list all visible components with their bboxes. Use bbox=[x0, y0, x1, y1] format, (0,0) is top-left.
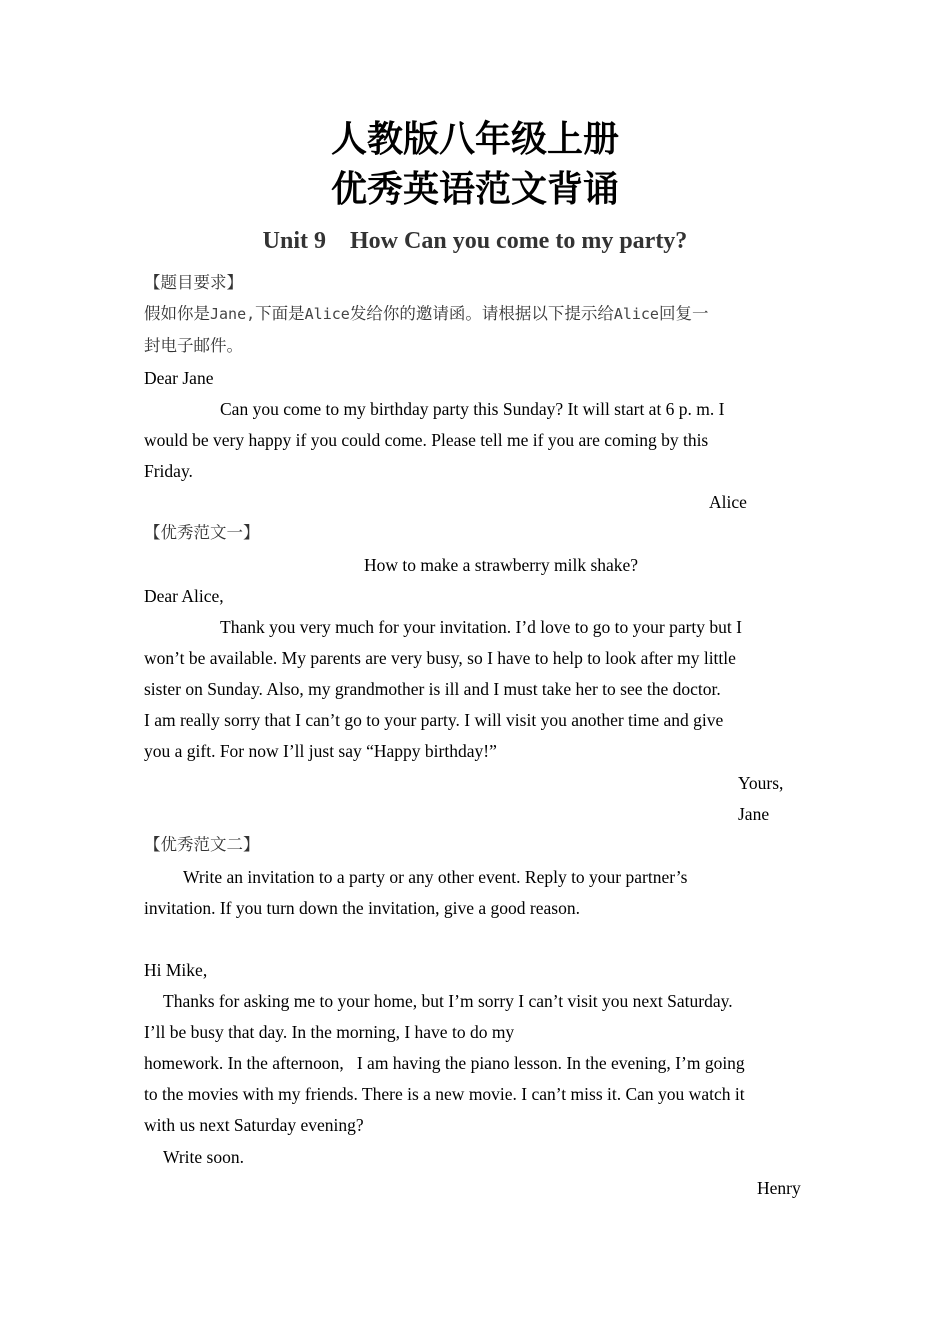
page-title-line1: 人教版八年级上册 bbox=[330, 119, 619, 160]
requirement-prompt bbox=[144, 303, 708, 325]
requirement-heading: 【题目要求】 bbox=[144, 273, 243, 292]
sample2-line1: Thanks for asking me to your home, but I’m sorry I can’t visit you next Saturday. bbox=[163, 991, 733, 1011]
sample2-line6: Write soon. bbox=[163, 1147, 244, 1167]
prompt-name-jane: Jane, bbox=[210, 305, 256, 323]
sample1-closing: Yours, bbox=[738, 773, 784, 793]
sample2-line5: with us next Saturday evening? bbox=[144, 1115, 364, 1135]
prompt-part3: 发给你的邀请函。请根据以下提示给 bbox=[349, 304, 614, 323]
prompt-part2: 下面是 bbox=[255, 304, 305, 323]
sample1-greeting: Dear Alice, bbox=[144, 586, 224, 606]
requirement-prompt-line2: 封电子邮件。 bbox=[144, 336, 243, 355]
sample2-signature: Henry bbox=[757, 1178, 801, 1198]
sample2-greeting: Hi Mike, bbox=[144, 960, 208, 980]
sample1-heading: 【优秀范文一】 bbox=[144, 523, 260, 542]
unit-title: Unit 9 How Can you come to my party? bbox=[262, 228, 688, 254]
sample1-subtitle: How to make a strawberry milk shake? bbox=[364, 555, 639, 575]
sample1-line5: you a gift. For now I’ll just say “Happy birthday!” bbox=[144, 741, 497, 761]
invitation-line1: Can you come to my birthday party this Sunday? It will start at 6 p. m. I bbox=[220, 399, 725, 419]
page-title-line2: 优秀英语范文背诵 bbox=[330, 169, 619, 210]
sample1-line4: I am really sorry that I can’t go to your party. I will visit you another time and give bbox=[144, 710, 724, 730]
sample2-line4: to the movies with my friends. There is a new movie. I can’t miss it. Can you watch it bbox=[144, 1084, 745, 1104]
invitation-greeting: Dear Jane bbox=[144, 368, 214, 388]
sample2-heading: 【优秀范文二】 bbox=[144, 835, 260, 854]
prompt-name-alice-2: Alice bbox=[613, 305, 659, 323]
sample1-line3: sister on Sunday. Also, my grandmother is ill and I must take her to see the doctor. bbox=[144, 679, 721, 699]
invitation-line3: Friday. bbox=[144, 461, 193, 481]
sample1-line1: Thank you very much for your invitation. I’d love to go to your party but I bbox=[220, 617, 742, 637]
sample2-task-line1: Write an invitation to a party or any other event. Reply to your partner’s bbox=[183, 867, 688, 887]
prompt-part1: 假如你是 bbox=[144, 304, 210, 323]
prompt-name-alice: Alice bbox=[304, 305, 350, 323]
sample2-line3: homework. In the afternoon, I am having the piano lesson. In the evening, I’m going bbox=[144, 1053, 745, 1073]
invitation-line2: would be very happy if you could come. Please tell me if you are coming by this bbox=[144, 430, 709, 450]
invitation-signature: Alice bbox=[709, 492, 747, 512]
sample1-line2: won’t be available. My parents are very busy, so I have to help to look after my little bbox=[144, 648, 736, 668]
sample1-signature: Jane bbox=[738, 804, 770, 824]
sample2-line2: I’ll be busy that day. In the morning, I have to do my bbox=[144, 1022, 515, 1042]
prompt-part4: 回复一 bbox=[658, 304, 709, 323]
sample2-task-line2: invitation. If you turn down the invitation, give a good reason. bbox=[144, 898, 580, 918]
